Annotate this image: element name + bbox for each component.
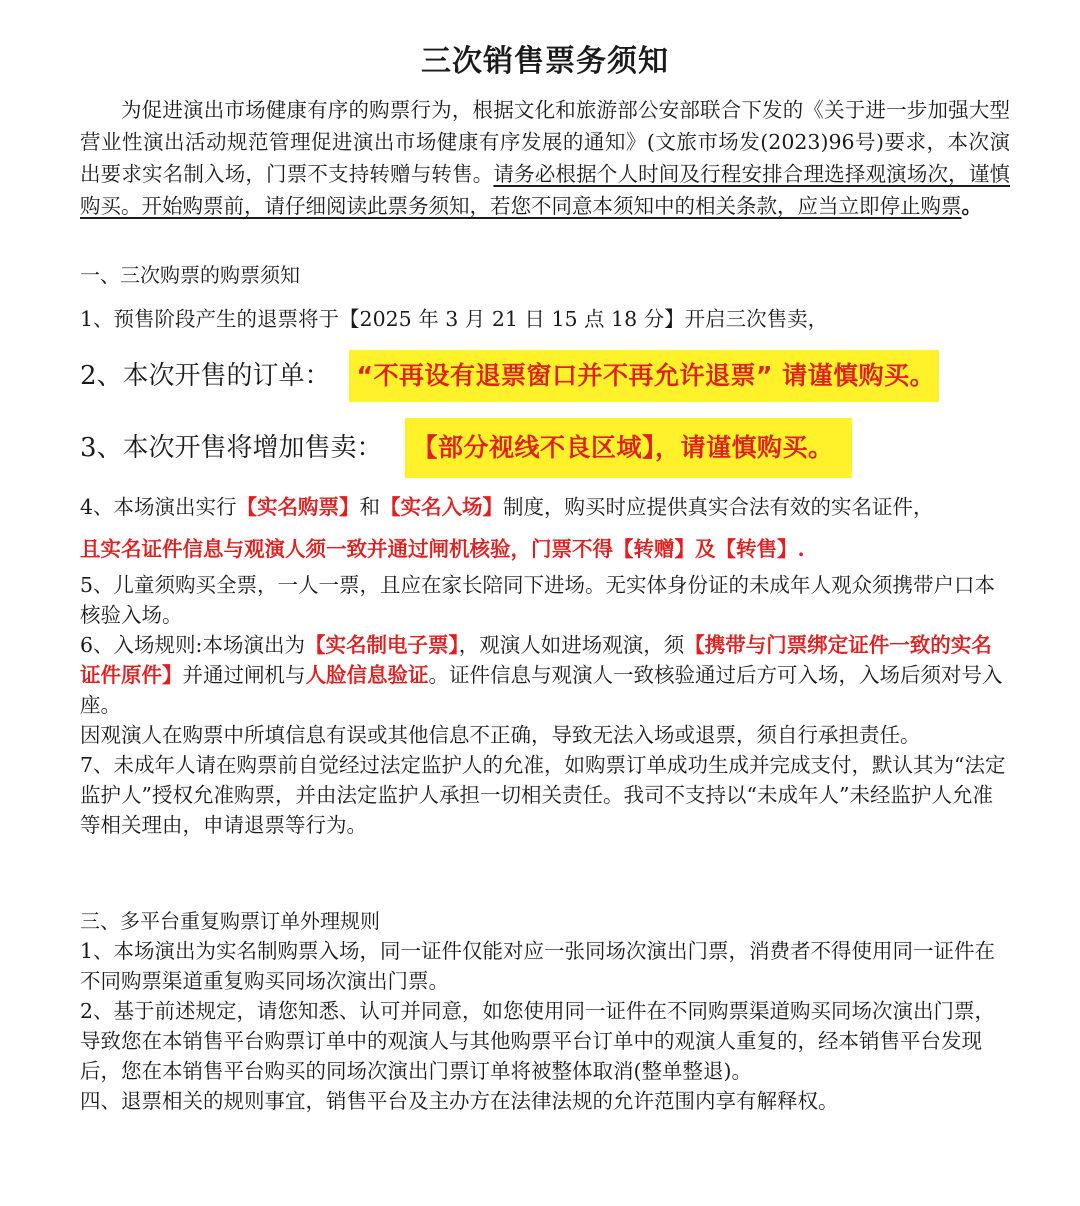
item6-text-3: 并通过闸机与: [182, 663, 306, 687]
section1-item1: 1、预售阶段产生的退票将于【2025 年 3 月 21 日 15 点 18 分】开启三次售卖，: [80, 307, 829, 331]
intro-paragraph: [80, 94, 1010, 222]
section3-item2: 2、基于前述规定，请您知悉、认可并同意，如您使用同一证件在不同购票渠道购买同场次演出门票，导致您在本销售平台购票订单中的观演人与其他购票平台订单中的观演人重复的，经本销售平台发现后，您在本销售平台购买的同场次演出门票订单将被整体取消(整单整退)。: [80, 999, 996, 1083]
section1-item6-note: 因观演人在购票中所填信息有误或其他信息不正确，导致无法入场或退票，须自行承担责任。: [80, 723, 921, 747]
item2-highlight: “不再设有退票窗口并不再允许退票” 请谨慎购买。: [349, 350, 940, 402]
item4-text-3: 制度，购买时应提供真实合法有效的实名证件，: [503, 495, 934, 519]
section1-item7: 7、未成年人请在购票前自觉经过法定监护人的允准，如购票订单成功生成并完成支付，默认其为“法定监护人”授权允准购票，并由法定监护人承担一切相关责任。我司不支持以“未成年人”未经监护人允准等相关理由，申请退票等行为。: [80, 753, 1006, 837]
document-title: 三次销售票务须知: [421, 44, 669, 79]
section3-item1: 1、本场演出为实名制购票入场，同一证件仅能对应一张同场次演出门票，消费者不得使用同一证件在不同购票渠道重复购买同场次演出门票。: [80, 939, 996, 993]
item6-red-3: 人脸信息验证: [305, 663, 429, 687]
item6-text-4: 。证件信息与观演人一致核验通过后方可入场，入场后须对号入座。: [80, 663, 1003, 717]
item4-red-1: 【实名购票】: [236, 495, 360, 519]
section1-item4-red-line: 且实名证件信息与观演人须一致并通过闸机核验，门票不得【转赠】及【转售】.: [80, 537, 805, 561]
item4-text-1: 4、本场演出实行: [80, 495, 237, 519]
item6-red-1: 【实名制电子票】: [304, 633, 459, 657]
section3-heading: 三、多平台重复购票订单外理规则: [80, 909, 380, 933]
item3-highlight: 【部分视线不良区域】，请谨慎购买。: [405, 418, 852, 478]
item6-text-2: ，观演人如进场观演，须: [458, 633, 685, 657]
item4-text-2: 和: [359, 495, 381, 519]
intro-underlined-text: 请务必根据个人时间及行程安排合理选择观演场次，谨慎购买。开始购票前，请仔细阅读此票务须知，若您不同意本须知中的相关条款，应当立即停止购票: [80, 162, 1011, 218]
item6-red-2: 【携带与门票绑定证件一致的实名证件原件】: [80, 633, 992, 687]
section1-item6: [80, 630, 1010, 720]
section4-item: 四、退票相关的规则事宜，销售平台及主办方在法律法规的允许范围内享有解释权。: [80, 1089, 839, 1113]
section1-item5: 5、儿童须购买全票，一人一票，且应在家长陪同下进场。无实体身份证的未成年人观众须携带户口本核验入场。: [80, 573, 996, 627]
section1-heading: 一、三次购票的购票须知: [80, 263, 300, 287]
item3-prefix: 3、本次开售将增加售卖：: [80, 433, 383, 463]
item2-prefix: 2、本次开售的订单：: [80, 361, 331, 391]
item6-text-1: 6、入场规则:本场演出为: [80, 633, 305, 657]
intro-text: 为促进演出市场健康有序的购票行为，根据文化和旅游部公安部联合下发的《关于进一步加强大型营业性演出活动规范管理促进演出市场健康有序发展的通知》(文旅市场发(2023)96号)要求，本次演出要求实名制入场，门票不支持转赠与转售。: [80, 98, 1010, 186]
document-page: [80, 40, 1010, 1116]
section1-item2: [80, 350, 1010, 402]
section1-item4: [80, 492, 1010, 522]
section1-item3: [80, 418, 1010, 478]
item4-red-2: 【实名入场】: [380, 495, 504, 519]
intro-end: 。: [961, 194, 982, 218]
